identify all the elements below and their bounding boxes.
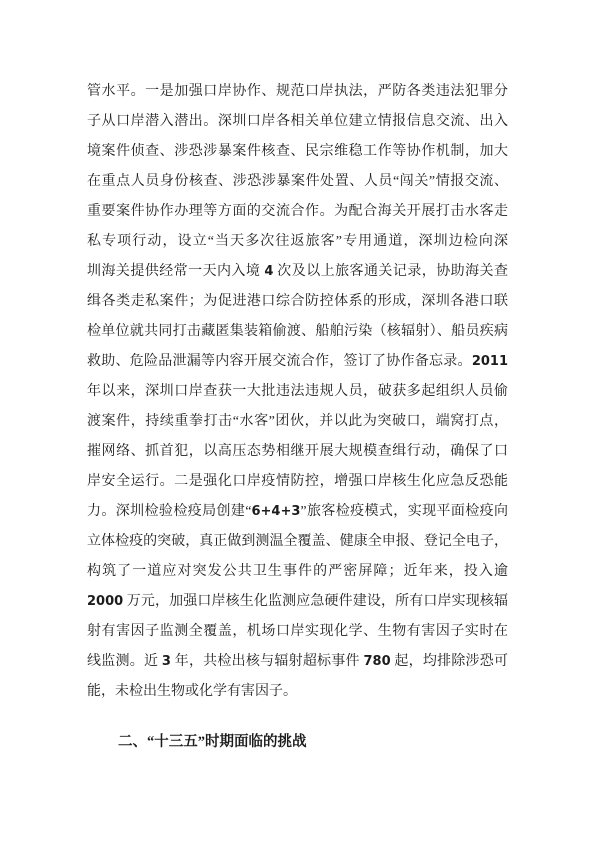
text-line: 能，未检出生物或化学有害因子。 xyxy=(87,684,297,699)
text-line: 射有害因子监测全覆盖，机场口岸实现化学、生物有害因子实时在 xyxy=(87,624,508,639)
numeric-text: 6+4+3 xyxy=(251,504,301,519)
text-line: 救助、危险品泄漏等内容开展交流合作，签订了协作备忘录。2011 xyxy=(87,354,508,369)
body-paragraph xyxy=(87,77,508,707)
text-line: 私专项行动，设立“当天多次往返旅客”专用通道，深圳边检向深 xyxy=(87,234,508,249)
text-line: 渡案件，持续重拳打击“水客”团伙，并以此为突破口，端窝打点， xyxy=(87,414,508,429)
text-line: 2000 万元，加强口岸核生化监测应急硬件建设，所有口岸实现核辐 xyxy=(87,594,508,609)
text-line: 检单位就共同打击藏匿集装箱偷渡、船舶污染（核辐射）、船员疾病 xyxy=(87,324,508,339)
text-line: 在重点人员身份核查、涉恐涉暴案件处置、人员“闯关”情报交流、 xyxy=(87,174,508,189)
numeric-text: 3 xyxy=(161,654,171,669)
text-line: 子从口岸潜入潜出。深圳口岸各相关单位建立情报信息交流、出入 xyxy=(87,114,508,129)
numeric-text: 2000 xyxy=(87,594,124,609)
section-heading: 二、“十三五”时期面临的挑战 xyxy=(118,734,307,750)
text-line: 立体检疫的突破，真正做到测温全覆盖、健康全申报、登记全电子， xyxy=(87,534,508,549)
text-line: 年以来，深圳口岸查获一大批违法违规人员，破获多起组织人员偷 xyxy=(87,384,508,399)
text-line: 力。深圳检验检疫局创建“6+4+3”旅客检疫模式，实现平面检疫向 xyxy=(87,504,508,519)
text-line: 构筑了一道应对突发公共卫生事件的严密屏障；近年来，投入逾 xyxy=(87,564,508,579)
numeric-text: 780 xyxy=(363,654,391,669)
text-line: 境案件侦查、涉恐涉暴案件核查、民宗维稳工作等协作机制，加大 xyxy=(87,144,508,159)
text-line: 圳海关提供经常一天内入境 4 次及以上旅客通关记录，协助海关查 xyxy=(87,264,508,279)
text-line: 重要案件协作办理等方面的交流合作。为配合海关开展打击水客走 xyxy=(87,204,508,219)
text-line: 岸安全运行。二是强化口岸疫情防控，增强口岸核生化应急反恐能 xyxy=(87,474,508,489)
numeric-text: 4 xyxy=(264,264,274,279)
text-line: 线监测。近 3 年，共检出核与辐射超标事件 780 起，均排除涉恐可 xyxy=(87,654,508,669)
text-line: 缉各类走私案件；为促进港口综合防控体系的形成，深圳各港口联 xyxy=(87,294,508,309)
text-line: 摧网络、抓首犯，以高压态势相继开展大规模查缉行动，确保了口 xyxy=(87,444,508,459)
numeric-text: 2011 xyxy=(471,354,508,369)
text-line: 管水平。一是加强口岸协作、规范口岸执法，严防各类违法犯罪分 xyxy=(87,84,508,99)
